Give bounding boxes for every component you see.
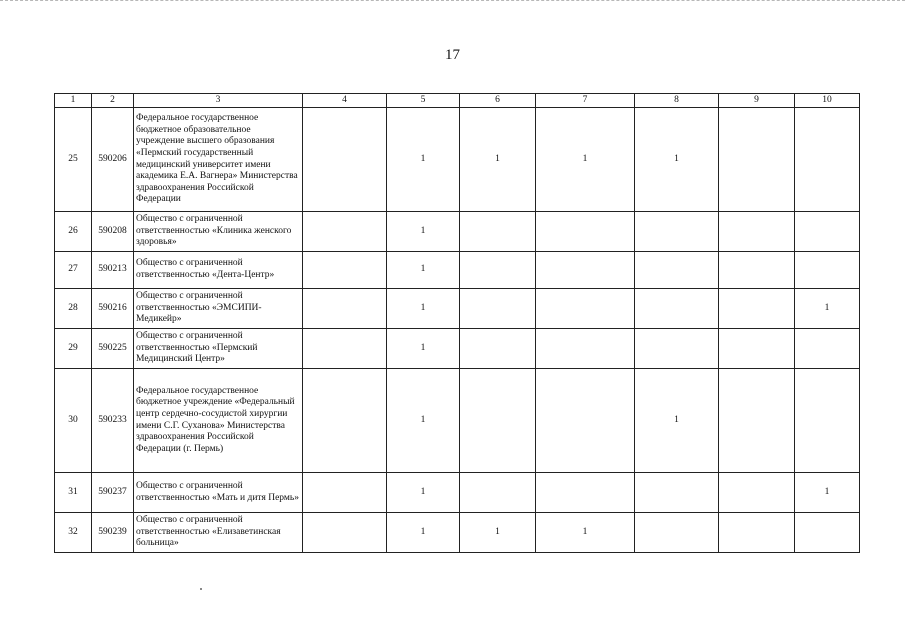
cell-col4 <box>303 289 387 329</box>
page-number: 17 <box>445 47 460 63</box>
cell-col4 <box>303 108 387 212</box>
cell-col4 <box>303 212 387 252</box>
cell-col9 <box>719 108 795 212</box>
column-header: 2 <box>92 94 134 108</box>
column-header: 4 <box>303 94 387 108</box>
column-header: 6 <box>460 94 536 108</box>
org-name: Общество с ограниченной ответственностью «Мать и дитя Пермь» <box>134 473 303 513</box>
row-number: 27 <box>55 252 92 289</box>
table-row <box>55 513 860 553</box>
cell-col6 <box>460 329 536 369</box>
row-number: 26 <box>55 212 92 252</box>
org-name: Общество с ограниченной ответственностью «Елизаветинская больница» <box>134 513 303 553</box>
cell-col10 <box>795 369 860 473</box>
cell-col8 <box>635 473 719 513</box>
cell-col8 <box>635 212 719 252</box>
column-header: 9 <box>719 94 795 108</box>
org-name: Общество с ограниченной ответственностью «Пермский Медицинский Центр» <box>134 329 303 369</box>
cell-col5: 1 <box>387 289 460 329</box>
cell-col10: 1 <box>795 289 860 329</box>
row-number: 28 <box>55 289 92 329</box>
cell-col9 <box>719 289 795 329</box>
cell-col9 <box>719 369 795 473</box>
cell-col5: 1 <box>387 369 460 473</box>
org-code: 590239 <box>92 513 134 553</box>
cell-col4 <box>303 513 387 553</box>
table-row <box>55 369 860 473</box>
org-name: Федеральное государственное бюджетное учреждение «Федеральный центр сердечно-сосудистой хирургии имени С.Г. Суханова» Министерства здравоохранения Российской Федерации (г. Пермь) <box>134 369 303 473</box>
org-code: 590208 <box>92 212 134 252</box>
org-code: 590233 <box>92 369 134 473</box>
cell-col10 <box>795 329 860 369</box>
org-name: Общество с ограниченной ответственностью «Дента-Центр» <box>134 252 303 289</box>
cell-col9 <box>719 473 795 513</box>
cell-col6 <box>460 212 536 252</box>
cell-col9 <box>719 252 795 289</box>
cell-col8 <box>635 252 719 289</box>
cell-col6 <box>460 289 536 329</box>
cell-col9 <box>719 212 795 252</box>
cell-col6 <box>460 252 536 289</box>
row-number: 29 <box>55 329 92 369</box>
cell-col10 <box>795 212 860 252</box>
cell-col7: 1 <box>536 108 635 212</box>
cell-col8 <box>635 513 719 553</box>
cell-col4 <box>303 252 387 289</box>
scan-speck <box>200 588 202 590</box>
cell-col4 <box>303 329 387 369</box>
column-header: 8 <box>635 94 719 108</box>
column-header: 3 <box>134 94 303 108</box>
cell-col7 <box>536 212 635 252</box>
cell-col7 <box>536 252 635 289</box>
cell-col8: 1 <box>635 369 719 473</box>
column-header: 5 <box>387 94 460 108</box>
cell-col7: 1 <box>536 513 635 553</box>
org-code: 590206 <box>92 108 134 212</box>
org-code: 590216 <box>92 289 134 329</box>
cell-col7 <box>536 369 635 473</box>
cell-col5: 1 <box>387 252 460 289</box>
cell-col5: 1 <box>387 329 460 369</box>
org-name: Федеральное государственное бюджетное образовательное учреждение высшего образования «Пермский государственный медицинский университет имени академика Е.А. Вагнера» Министерства здравоохранения Российской Федерации <box>134 108 303 212</box>
cell-col7 <box>536 473 635 513</box>
cell-col5: 1 <box>387 108 460 212</box>
table-row <box>55 329 860 369</box>
data-table <box>54 93 860 553</box>
table-row <box>55 289 860 329</box>
org-code: 590213 <box>92 252 134 289</box>
cell-col9 <box>719 513 795 553</box>
row-number: 32 <box>55 513 92 553</box>
cell-col7 <box>536 329 635 369</box>
table-row <box>55 212 860 252</box>
column-header: 10 <box>795 94 860 108</box>
table-row <box>55 252 860 289</box>
table-row <box>55 473 860 513</box>
row-number: 30 <box>55 369 92 473</box>
cell-col7 <box>536 289 635 329</box>
cell-col6: 1 <box>460 513 536 553</box>
row-number: 25 <box>55 108 92 212</box>
cell-col5: 1 <box>387 212 460 252</box>
cell-col6 <box>460 473 536 513</box>
row-number: 31 <box>55 473 92 513</box>
cell-col4 <box>303 473 387 513</box>
cell-col8 <box>635 329 719 369</box>
cell-col5: 1 <box>387 513 460 553</box>
cell-col10: 1 <box>795 473 860 513</box>
column-header: 7 <box>536 94 635 108</box>
cell-col10 <box>795 252 860 289</box>
scan-edge-artifact <box>0 0 905 5</box>
table-row <box>55 108 860 212</box>
cell-col9 <box>719 329 795 369</box>
cell-col4 <box>303 369 387 473</box>
header-row <box>55 94 860 108</box>
cell-col10 <box>795 108 860 212</box>
cell-col10 <box>795 513 860 553</box>
org-code: 590237 <box>92 473 134 513</box>
org-name: Общество с ограниченной ответственностью «ЭМСИПИ-Медикейр» <box>134 289 303 329</box>
cell-col8 <box>635 289 719 329</box>
org-name: Общество с ограниченной ответственностью «Клиника женского здоровья» <box>134 212 303 252</box>
cell-col8: 1 <box>635 108 719 212</box>
column-header: 1 <box>55 94 92 108</box>
cell-col6: 1 <box>460 108 536 212</box>
org-code: 590225 <box>92 329 134 369</box>
cell-col5: 1 <box>387 473 460 513</box>
cell-col6 <box>460 369 536 473</box>
